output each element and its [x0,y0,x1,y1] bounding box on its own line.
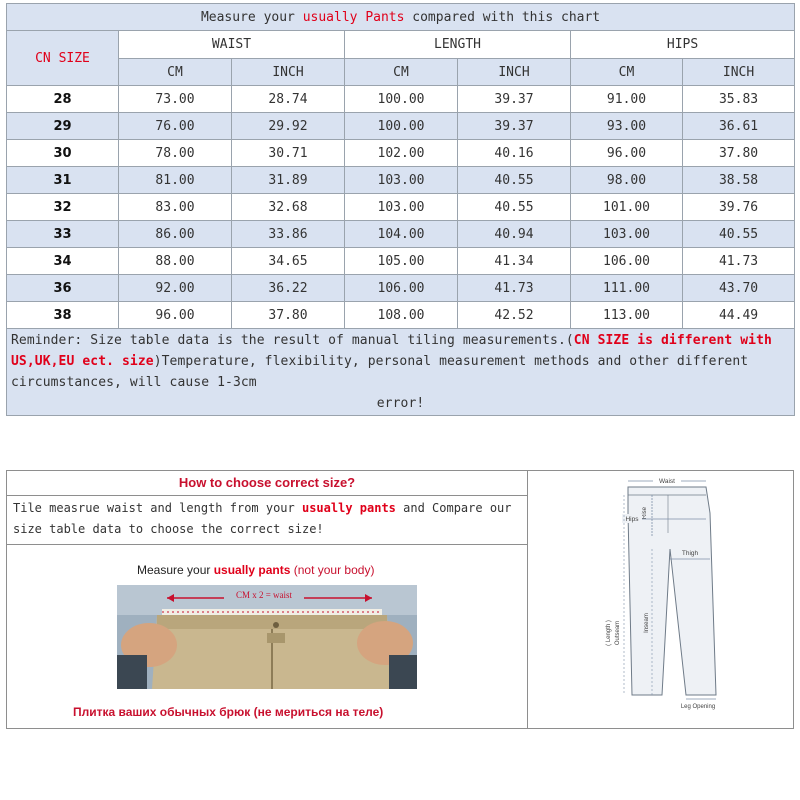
caption-text: Measure your [137,563,214,577]
outseam-label: Outseam [615,620,621,646]
thigh-label: Thigh [681,550,699,557]
hips-header: HIPS [571,31,795,59]
pants-measurement-diagram [598,473,738,713]
measurement-cell: 78.00 [119,140,232,167]
measurement-cell: 44.49 [683,302,795,329]
measurement-cell: 39.37 [458,86,571,113]
measurement-cell: 83.00 [119,194,232,221]
size-cell: 36 [7,275,119,302]
russian-caption: Плитка ваших обычных брюк (не мериться на теле) [73,705,384,719]
size-row [7,275,795,302]
measurement-cell: 38.58 [683,167,795,194]
measurement-cell: 105.00 [345,248,458,275]
measurement-cell: 103.00 [345,167,458,194]
unit-header: INCH [232,59,345,86]
chart-title-prefix: Measure your [200,9,303,25]
reminder-note [7,329,795,416]
size-row [7,86,795,113]
measurement-cell: 40.55 [683,221,795,248]
rise-label: Rise [642,506,648,520]
size-row [7,140,795,167]
measure-example [7,543,527,728]
measurement-cell: 37.80 [232,302,345,329]
how-to-left-column [7,471,528,728]
chart-title [7,4,795,31]
tape-label: CM x 2 = waist [235,590,293,600]
cn-size-header: CN SIZE [7,31,119,86]
how-to-panel [6,470,794,729]
measurement-cell: 106.00 [571,248,683,275]
measurement-cell: 93.00 [571,113,683,140]
reminder-highlight: CN SIZE is different with US,UK,EU ect. [11,333,772,369]
size-row [7,113,795,140]
pants-diagram-column [528,471,793,728]
leg-opening-label: Leg Opening [680,704,716,710]
chart-title-highlight: usually Pants [302,9,405,25]
measurement-cell: 40.94 [458,221,571,248]
measurement-cell: 32.68 [232,194,345,221]
size-chart [6,3,794,416]
measurement-cell: 35.83 [683,86,795,113]
unit-header: CM [345,59,458,86]
how-to-title: How to choose correct size? [7,471,527,496]
measurement-cell: 40.16 [458,140,571,167]
caption-highlight: usually pants [213,563,291,577]
hips-label: Hips [625,516,639,523]
measurement-cell: 103.00 [571,221,683,248]
size-cell: 33 [7,221,119,248]
how-to-instructions [7,496,527,545]
measurement-cell: 29.92 [232,113,345,140]
waist-header: WAIST [119,31,345,59]
size-cell: 32 [7,194,119,221]
measurement-cell: 43.70 [683,275,795,302]
size-row [7,248,795,275]
measurement-cell: 33.86 [232,221,345,248]
instruction-highlight: usually pants [301,501,396,515]
measurement-cell: 36.22 [232,275,345,302]
measurement-cell: 73.00 [119,86,232,113]
measurement-cell: 86.00 [119,221,232,248]
size-cell: 28 [7,86,119,113]
size-table [6,3,795,416]
measurement-cell: 100.00 [345,113,458,140]
measurement-cell: 39.76 [683,194,795,221]
measurement-cell: 88.00 [119,248,232,275]
size-cell: 31 [7,167,119,194]
size-cell: 29 [7,113,119,140]
measure-caption [137,563,374,577]
measurement-cell: 103.00 [345,194,458,221]
unit-header: INCH [458,59,571,86]
measurement-cell: 40.55 [458,194,571,221]
instruction-text: and Compare our size table data to choose the correct size! [13,501,512,536]
measurement-cell: 108.00 [345,302,458,329]
size-row [7,302,795,329]
measurement-cell: 81.00 [119,167,232,194]
size-cell: 30 [7,140,119,167]
measurement-cell: 36.61 [683,113,795,140]
size-row [7,221,795,248]
inseam-label: Inseam [644,613,650,633]
measurement-cell: 96.00 [119,302,232,329]
length-label: ( Length ) [606,620,612,646]
measurement-cell: 98.00 [571,167,683,194]
measurement-cell: 31.89 [232,167,345,194]
measuring-pants-photo [117,585,417,689]
measurement-cell: 34.65 [232,248,345,275]
length-header: LENGTH [345,31,571,59]
size-row [7,194,795,221]
measurement-cell: 41.34 [458,248,571,275]
measurement-cell: 96.00 [571,140,683,167]
measurement-cell: 106.00 [345,275,458,302]
unit-header: INCH [683,59,795,86]
waist-label: Waist [658,478,676,485]
measurement-cell: 42.52 [458,302,571,329]
measurement-cell: 39.37 [458,113,571,140]
size-cell: 38 [7,302,119,329]
measurement-cell: 30.71 [232,140,345,167]
reminder-text: )Temperature, flexibility, personal measurement methods and other different circumstances, will cause 1-3cm [11,354,749,390]
reminder-end: error! [376,396,425,411]
measurement-cell: 40.55 [458,167,571,194]
measurement-cell: 111.00 [571,275,683,302]
instruction-text: Tile measrue waist and length from your [13,501,302,515]
measurement-cell: 41.73 [458,275,571,302]
size-row [7,167,795,194]
chart-title-suffix: compared with this chart [404,9,601,25]
measurement-cell: 92.00 [119,275,232,302]
measurement-cell: 101.00 [571,194,683,221]
measurement-cell: 28.74 [232,86,345,113]
caption-paren: (not your body) [293,563,375,577]
measurement-cell: 37.80 [683,140,795,167]
measurement-cell: 102.00 [345,140,458,167]
measurement-cell: 104.00 [345,221,458,248]
reminder-text: Reminder: Size table data is the result of manual tiling measurements.( [11,333,574,348]
measurement-cell: 113.00 [571,302,683,329]
measurement-cell: 100.00 [345,86,458,113]
reminder-highlight: size [121,354,154,369]
measurement-cell: 76.00 [119,113,232,140]
unit-header: CM [571,59,683,86]
measurement-cell: 41.73 [683,248,795,275]
measurement-cell: 91.00 [571,86,683,113]
size-cell: 34 [7,248,119,275]
unit-header: CM [119,59,232,86]
